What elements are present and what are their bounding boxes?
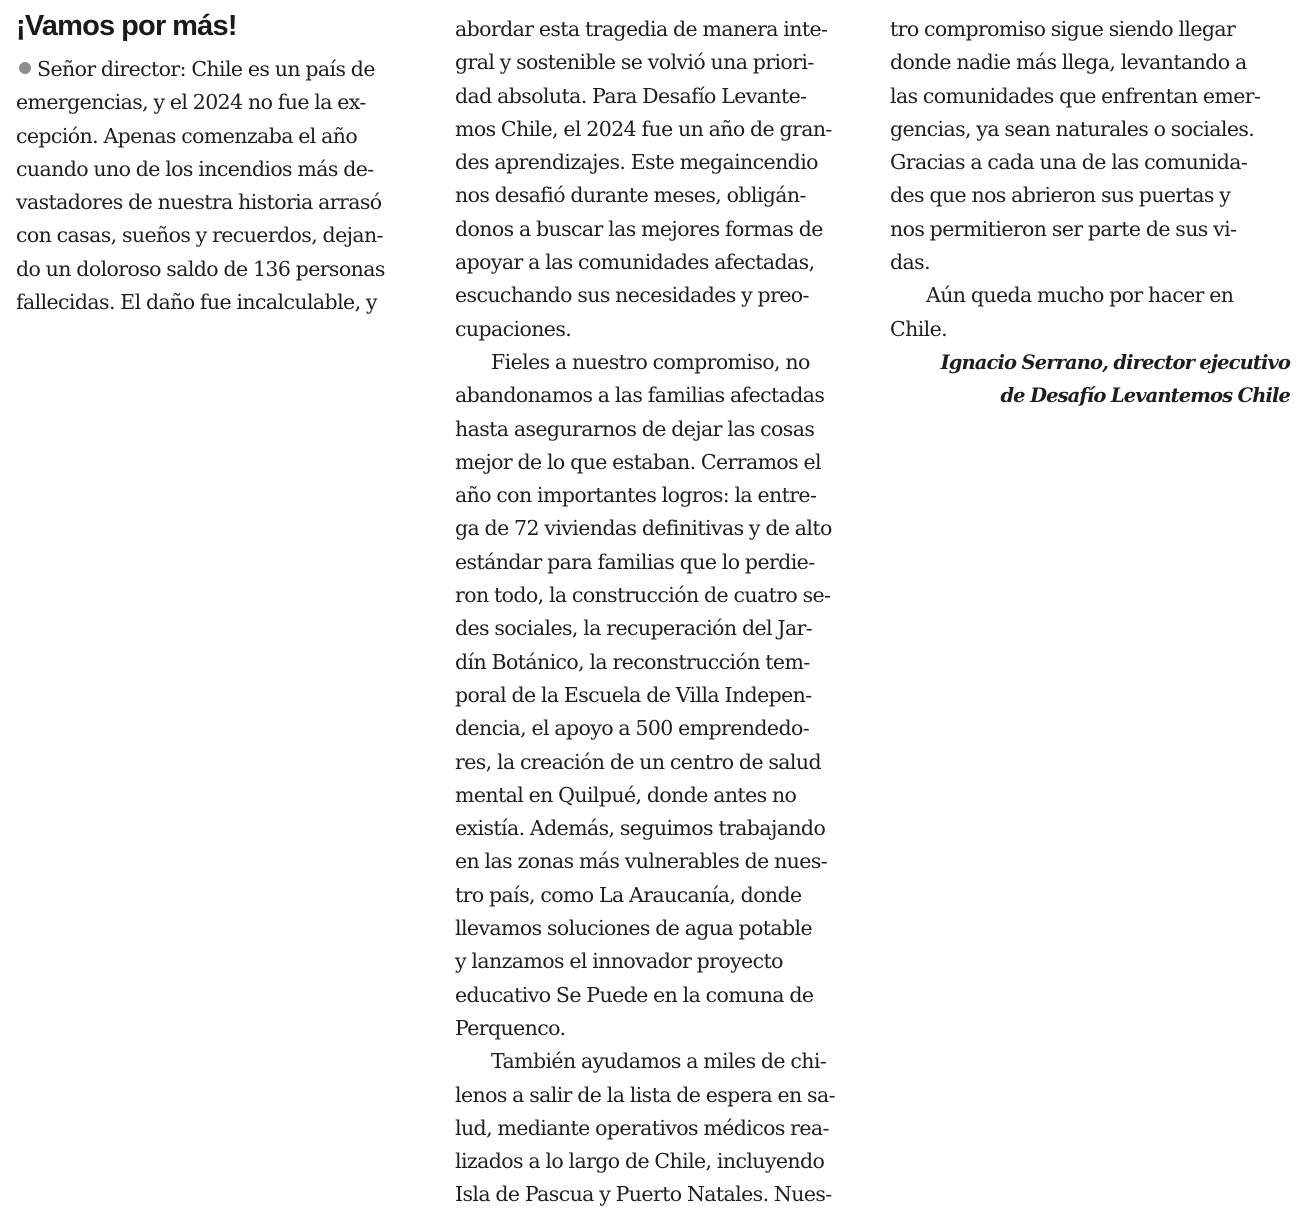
- letter-line: des que nos abrieron sus puertas y: [890, 183, 1231, 208]
- letter-line: apoyar a las comunidades afectadas,: [455, 250, 815, 275]
- letter-line: vastadores de nuestra historia arrasó: [16, 190, 382, 215]
- letter-line: fallecidas. El daño fue incalculable, y: [16, 290, 377, 315]
- letter-line: gral y sostenible se volvió una priori-: [455, 50, 814, 75]
- letter-column-2: [455, 13, 855, 1212]
- letter-line: poral de la Escuela de Villa Indepen-: [455, 682, 812, 707]
- letter-line: en las zonas más vulnerables de nues-: [455, 849, 828, 874]
- letter-line: lizados a lo largo de Chile, incluyendo: [455, 1149, 825, 1174]
- letter-line: Gracias a cada una de las comunida-: [890, 150, 1248, 175]
- letter-line: escuchando sus necesidades y preo-: [455, 283, 809, 308]
- letter-line: año con importantes logros: la entre-: [455, 483, 817, 508]
- letter-line: existía. Además, seguimos trabajando: [455, 816, 826, 841]
- letter-line: tro país, como La Araucanía, donde: [455, 882, 802, 907]
- letter-line: estándar para familias que lo perdie-: [455, 549, 815, 574]
- letter-line: lud, mediante operativos médicos rea-: [455, 1115, 829, 1140]
- letter-line: [16, 53, 418, 86]
- letter-line: hasta asegurarnos de dejar las cosas: [455, 416, 815, 441]
- letter-line: des sociales, la recuperación del Jar-: [455, 616, 813, 641]
- letter-line: dín Botánico, la reconstrucción tem-: [455, 649, 810, 674]
- letter-line: cupaciones.: [455, 316, 572, 341]
- letter-line: dad absoluta. Para Desafío Levante-: [455, 83, 807, 108]
- letter-line: ron todo, la construcción de cuatro se-: [455, 583, 831, 608]
- letter-line-text: Señor director: Chile es un país de: [37, 57, 375, 81]
- letter-column-3: [890, 13, 1290, 413]
- signature-line: de Desafío Levantemos Chile: [1000, 384, 1290, 408]
- letter-headline: ¡Vamos por más!: [16, 10, 237, 42]
- letter-line: nos permitieron ser parte de sus vi-: [890, 216, 1237, 241]
- signature-line: Ignacio Serrano, director ejecutivo: [940, 350, 1290, 374]
- letter-line: También ayudamos a miles de chi-: [491, 1049, 827, 1074]
- letter-line: cepción. Apenas comenzaba el año: [16, 123, 358, 148]
- letter-line: llevamos soluciones de agua potable: [455, 916, 813, 941]
- letter-signature: [890, 346, 1290, 413]
- letter-line: gencias, ya sean naturales o sociales.: [890, 116, 1255, 141]
- letter-line: mos Chile, el 2024 fue un año de gran-: [455, 116, 832, 141]
- letter-line: nos desafió durante meses, obligán-: [455, 183, 806, 208]
- letter-line: das.: [890, 250, 930, 275]
- letter-line: lenos a salir de la lista de espera en sa-: [455, 1082, 835, 1107]
- letter-line: Perquenco.: [455, 1015, 566, 1040]
- letter-line: res, la creación de un centro de salud: [455, 749, 822, 774]
- bullet-icon: [19, 62, 31, 74]
- letter-line: dencia, el apoyo a 500 emprendedo-: [455, 716, 810, 741]
- letter-line: Chile.: [890, 316, 948, 341]
- letter-line: donde nadie más llega, levantando a: [890, 50, 1247, 75]
- letter-line: des aprendizajes. Este megaincendio: [455, 150, 818, 175]
- letter-line: cuando uno de los incendios más de-: [16, 156, 374, 181]
- letter-line: emergencias, y el 2024 no fue la ex-: [16, 90, 366, 115]
- letter-line: ga de 72 viviendas definitivas y de alto: [455, 516, 832, 541]
- letter-line: abandonamos a las familias afectadas: [455, 383, 825, 408]
- letter-line: mental en Quilpué, donde antes no: [455, 782, 797, 807]
- letter-line: tro compromiso sigue siendo llegar: [890, 17, 1236, 41]
- letter-line: donos a buscar las mejores formas de: [455, 216, 823, 241]
- letter-line: educativo Se Puede en la comuna de: [455, 982, 814, 1007]
- letter-line: abordar esta tragedia de manera inte-: [455, 17, 828, 41]
- letter-line: mejor de lo que estaban. Cerramos el: [455, 449, 821, 474]
- letter-column-1: [16, 0, 418, 319]
- letter-line: y lanzamos el innovador proyecto: [455, 949, 783, 974]
- letter-line: con casas, sueños y recuerdos, dejan-: [16, 223, 383, 248]
- letter-line: las comunidades que enfrentan emer-: [890, 83, 1261, 108]
- letter-line: Fieles a nuestro compromiso, no: [491, 349, 810, 374]
- letter-line: Isla de Pascua y Puerto Natales. Nues-: [455, 1182, 832, 1207]
- letter-line: Aún queda mucho por hacer en: [926, 283, 1234, 308]
- letter-line: do un doloroso saldo de 136 personas: [16, 256, 385, 281]
